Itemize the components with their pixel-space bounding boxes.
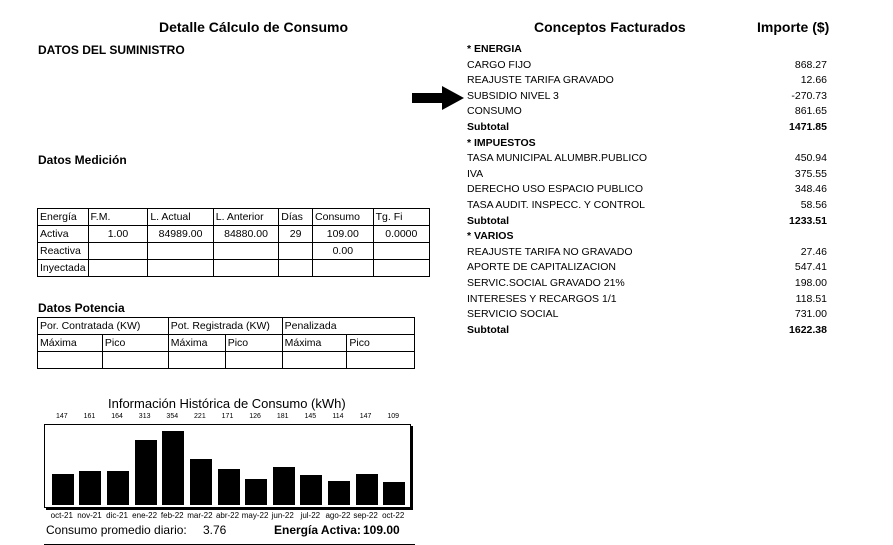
chart-value-label: 109 <box>387 413 400 420</box>
chart-bar <box>383 482 405 505</box>
chart-month-label: ago-22 <box>325 511 351 520</box>
table-row <box>38 243 430 260</box>
table-cell <box>88 243 148 260</box>
chart-value-label: 181 <box>276 413 289 420</box>
table-cell <box>148 260 213 277</box>
chart-value-label: 145 <box>304 413 317 420</box>
potencia-table <box>37 317 415 369</box>
medicion-header-cell: L. Actual <box>148 209 213 226</box>
promedio-value: 3.76 <box>203 523 227 537</box>
section-heading: * ENERGIA <box>467 43 522 55</box>
potencia-group-row <box>38 318 415 335</box>
chart-month-label: oct-21 <box>50 511 73 520</box>
table-cell <box>279 260 313 277</box>
subtotal-label: Subtotal <box>467 214 509 227</box>
chart-bar <box>52 474 74 505</box>
subtotal-row <box>467 120 827 136</box>
chart-value-label: 114 <box>332 413 344 420</box>
table-row <box>38 226 430 243</box>
table-cell: 0.0000 <box>373 226 429 243</box>
concept-amount: 12.66 <box>800 74 827 87</box>
concept-label: TASA MUNICIPAL ALUMBR.PUBLICO <box>467 152 648 165</box>
chart-value-label: 313 <box>138 413 151 420</box>
concept-amount: 375.55 <box>794 167 827 180</box>
subtotal-amount: 1622.38 <box>789 323 827 336</box>
table-cell <box>38 352 103 369</box>
table-cell <box>313 260 374 277</box>
table-cell <box>279 243 313 260</box>
potencia-subheader-cell: Pico <box>102 335 168 352</box>
table-cell <box>282 352 347 369</box>
potencia-subheader-row <box>38 335 415 352</box>
medicion-header-row <box>38 209 430 226</box>
concept-amount: 868.27 <box>794 58 827 71</box>
chart-month-label: oct-22 <box>382 511 405 520</box>
concept-label: TASA AUDIT. INSPECC. Y CONTROL <box>467 199 645 211</box>
concept-amount: 348.46 <box>794 183 827 196</box>
chart-value-label: 147 <box>55 413 68 420</box>
concept-row <box>467 307 827 323</box>
table-cell <box>102 352 168 369</box>
chart-month-label: jul-22 <box>300 511 321 520</box>
table-cell <box>213 260 279 277</box>
concept-label: SERVIC.SOCIAL GRAVADO 21% <box>467 277 625 289</box>
energia-activa-label: Energía Activa: <box>274 523 361 537</box>
medicion-heading: Datos Medición <box>38 153 127 167</box>
subtotal-row <box>467 214 827 230</box>
concept-label: INTERESES Y RECARGOS 1/1 <box>467 292 617 305</box>
subtotal-label: Subtotal <box>467 323 509 336</box>
medicion-header-cell: F.M. <box>88 209 148 226</box>
concept-row <box>467 182 827 198</box>
table-cell: 84880.00 <box>213 226 279 243</box>
concept-amount: -270.73 <box>791 89 827 102</box>
table-cell: 109.00 <box>313 226 374 243</box>
potencia-group-cell: Penalizada <box>282 318 414 335</box>
medicion-header-cell: Consumo <box>313 209 374 226</box>
chart-month-label: dic-21 <box>106 511 128 520</box>
subtotal-amount: 1233.51 <box>789 214 827 227</box>
chart-bar <box>356 474 378 505</box>
potencia-subheader-cell: Pico <box>347 335 415 352</box>
medicion-header-cell: Días <box>279 209 313 226</box>
arrow-right-icon <box>412 86 464 110</box>
concept-label: REAJUSTE TARIFA NO GRAVADO <box>467 245 633 258</box>
concept-label: CARGO FIJO <box>467 58 532 71</box>
concept-row <box>467 198 827 214</box>
detalle-title: Detalle Cálculo de Consumo <box>159 19 349 35</box>
concept-row <box>467 104 827 120</box>
chart-bar <box>300 475 322 505</box>
chart-month-label: nov-21 <box>77 511 102 520</box>
chart-value-label: 147 <box>359 413 372 420</box>
chart-bar <box>107 471 129 505</box>
chart-month-label: ene-22 <box>132 511 158 520</box>
concept-amount: 27.46 <box>800 245 827 258</box>
medicion-header-cell: Energía <box>38 209 89 226</box>
table-cell: Activa <box>38 226 89 243</box>
table-cell <box>347 352 415 369</box>
concept-amount: 118.51 <box>795 292 827 305</box>
concept-amount: 547.41 <box>794 261 827 274</box>
concept-amount: 861.65 <box>794 105 827 118</box>
medicion-table <box>37 208 430 277</box>
medicion-header-cell: Tg. Fi <box>373 209 429 226</box>
potencia-subheader-cell: Máxima <box>168 335 225 352</box>
medicion-header-cell: L. Anterior <box>213 209 279 226</box>
section-heading: * VARIOS <box>467 230 514 243</box>
chart-bar <box>162 431 184 505</box>
chart-value-label: 354 <box>166 413 179 420</box>
chart-value-label: 164 <box>111 413 123 420</box>
concept-row <box>467 73 827 89</box>
subtotal-amount: 1471.85 <box>789 121 827 133</box>
chart-title: Información Histórica de Consumo (kWh) <box>108 396 346 411</box>
importe-title: Importe ($) <box>757 19 830 35</box>
potencia-group-cell: Pot. Registrada (KW) <box>168 318 282 335</box>
concept-row <box>467 276 827 292</box>
table-row <box>38 260 430 277</box>
potencia-subheader-cell: Máxima <box>38 335 103 352</box>
concept-label: DERECHO USO ESPACIO PUBLICO <box>467 183 644 196</box>
subtotal-row <box>467 323 827 339</box>
chart-month-label: may-22 <box>241 511 269 520</box>
concept-amount: 450.94 <box>794 152 827 165</box>
table-cell: Reactiva <box>38 243 89 260</box>
concept-row <box>467 292 827 308</box>
suministro-heading: DATOS DEL SUMINISTRO <box>38 43 185 57</box>
concept-label: APORTE DE CAPITALIZACION <box>467 261 616 274</box>
chart-value-label: 171 <box>221 413 234 420</box>
chart-month-label: mar-22 <box>187 511 213 520</box>
table-cell: 1.00 <box>88 226 148 243</box>
concept-amount: 58.56 <box>800 199 827 211</box>
chart-month-label: abr-22 <box>215 511 240 520</box>
section-heading: * IMPUESTOS <box>467 136 536 149</box>
table-cell <box>373 260 429 277</box>
promedio-label: Consumo promedio diario: <box>46 523 187 537</box>
concept-label: SERVICIO SOCIAL <box>467 308 559 321</box>
table-cell <box>213 243 279 260</box>
table-cell: 0.00 <box>313 243 374 260</box>
table-cell <box>148 243 213 260</box>
subtotal-label: Subtotal <box>467 121 509 133</box>
chart-bar <box>79 471 101 505</box>
concept-amount: 731.00 <box>794 308 827 321</box>
chart-value-label: 126 <box>249 413 261 420</box>
conceptos-title: Conceptos Facturados <box>534 19 686 35</box>
chart-bar <box>190 459 212 505</box>
consumption-chart <box>44 424 411 508</box>
table-cell: 84989.00 <box>148 226 213 243</box>
chart-month-label: jun-22 <box>271 511 294 520</box>
concept-amount: 198.00 <box>794 277 827 289</box>
potencia-heading: Datos Potencia <box>38 301 125 315</box>
concept-row <box>467 245 827 261</box>
chart-bar <box>245 479 267 505</box>
table-cell: 29 <box>279 226 313 243</box>
chart-month-label: sep-22 <box>353 511 378 520</box>
concept-label: CONSUMO <box>467 105 522 118</box>
concept-label: IVA <box>467 167 484 180</box>
energia-activa-value: 109.00 <box>363 523 400 537</box>
table-cell <box>373 243 429 260</box>
potencia-subheader-cell: Pico <box>225 335 282 352</box>
table-row <box>38 352 415 369</box>
table-cell <box>225 352 282 369</box>
concept-row <box>467 58 827 74</box>
concept-row <box>467 167 827 183</box>
chart-bar <box>135 440 157 505</box>
concept-row <box>467 151 827 167</box>
concept-label: SUBSIDIO NIVEL 3 <box>467 89 559 102</box>
chart-value-label: 221 <box>194 413 206 420</box>
table-cell <box>168 352 225 369</box>
table-cell <box>88 260 148 277</box>
potencia-subheader-cell: Máxima <box>282 335 347 352</box>
concept-label: REAJUSTE TARIFA GRAVADO <box>467 74 614 87</box>
chart-value-label: 161 <box>83 413 96 420</box>
chart-month-label: feb-22 <box>160 511 184 520</box>
concept-row <box>467 260 827 276</box>
chart-bar <box>218 469 240 505</box>
chart-bar <box>328 481 350 505</box>
table-cell: Inyectada <box>38 260 89 277</box>
potencia-group-cell: Por. Contratada (KW) <box>38 318 169 335</box>
concept-row <box>467 89 827 105</box>
chart-bar <box>273 467 295 505</box>
